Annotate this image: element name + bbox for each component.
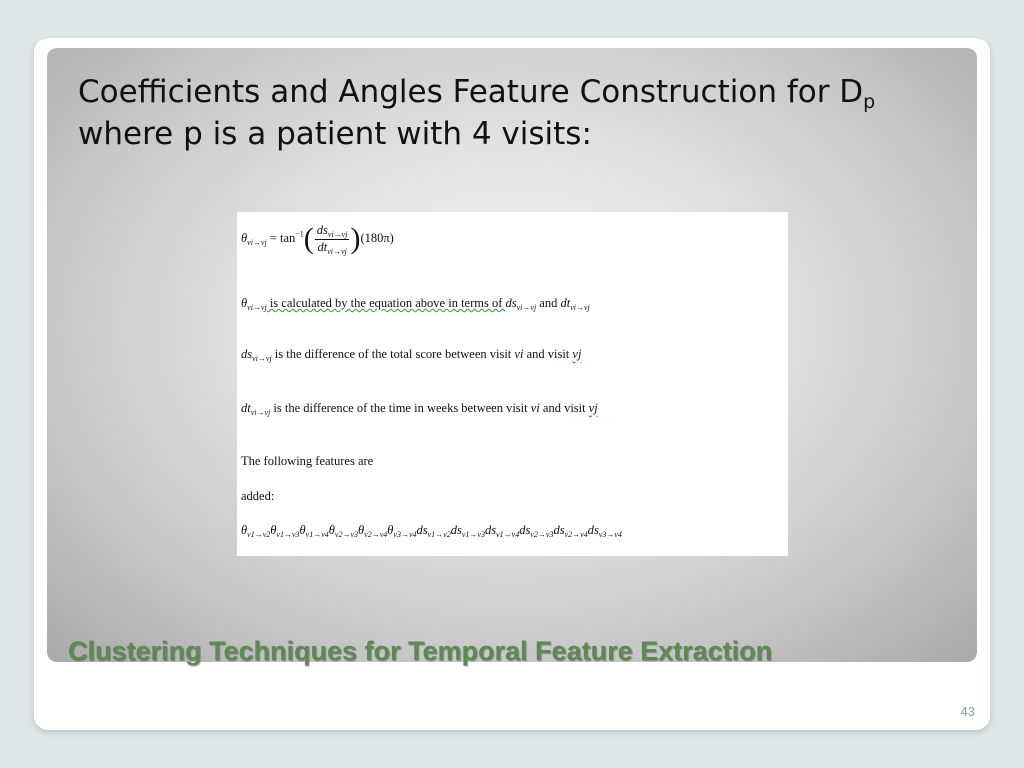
- ds-symbol: ds: [505, 296, 517, 310]
- formula-image: [237, 212, 788, 556]
- subscript: vi→vj: [250, 408, 271, 417]
- theta-symbol: θ: [241, 296, 248, 310]
- feature-subscript: v2→v4: [364, 530, 388, 539]
- feature-subscript: v1→v4: [496, 530, 520, 539]
- formula-line-4: [241, 401, 598, 417]
- feature-symbol: θ: [328, 523, 335, 537]
- line4-text: is the difference of the time in weeks between visit: [270, 401, 531, 415]
- feature-symbol: θ: [270, 523, 277, 537]
- feature-subscript: v1→v3: [461, 530, 485, 539]
- frac-numerator: ds: [316, 222, 328, 237]
- heading-line2: where p is a patient with 4 visits:: [78, 116, 592, 152]
- feature-subscript: v1→v2: [247, 530, 271, 539]
- feature-subscript: v1→v4: [305, 530, 329, 539]
- feature-symbol: ds: [519, 523, 531, 537]
- open-paren: (: [303, 222, 314, 255]
- feature-subscript: v2→v4: [564, 530, 588, 539]
- page-number: 43: [960, 704, 975, 719]
- and-word: and: [536, 296, 561, 310]
- subscript: vi→vj: [327, 246, 347, 256]
- tan-exponent: −1: [295, 229, 304, 239]
- subscript: vi→vj: [327, 229, 348, 239]
- visit-vi: vi: [514, 347, 524, 361]
- subscript: vi→vj: [516, 303, 537, 312]
- feature-symbol: ds: [587, 523, 599, 537]
- formula-line-6: added:: [241, 489, 275, 503]
- subscript: vi→vj: [570, 303, 590, 312]
- close-paren: ): [350, 222, 361, 255]
- heading-main: Coefficients and Angles Feature Construction for D: [78, 74, 864, 110]
- fraction: [315, 223, 350, 256]
- equals-tan: = tan: [266, 230, 296, 245]
- feature-symbol: θ: [387, 523, 394, 537]
- visit-vj: vj: [572, 347, 582, 361]
- feature-subscript: v1→v3: [276, 530, 300, 539]
- feature-subscript: v2→v3: [334, 530, 358, 539]
- dt-symbol: dt: [241, 401, 251, 415]
- feature-list: [241, 523, 622, 539]
- feature-symbol: ds: [553, 523, 565, 537]
- feature-subscript: v3→v4: [598, 530, 622, 539]
- formula-line-equation: [241, 222, 394, 256]
- visit-vj: vj: [588, 401, 598, 415]
- multiplier: (180π): [360, 230, 394, 245]
- feature-symbol: θ: [358, 523, 365, 537]
- subscript: vi→vj: [252, 354, 272, 363]
- feature-subscript: v2→v3: [530, 530, 554, 539]
- feature-symbol: ds: [416, 523, 428, 537]
- visit-vi: vi: [530, 401, 540, 415]
- feature-symbol: ds: [484, 523, 497, 537]
- formula-line-5: The following features are: [241, 454, 374, 468]
- feature-subscript: v3→v4: [393, 530, 417, 539]
- subscript: vi→vj: [247, 237, 267, 247]
- heading-subscript: p: [863, 91, 876, 113]
- formula-line-3: [241, 347, 581, 363]
- ds-symbol: ds: [241, 347, 253, 361]
- frac-denominator: dt: [317, 239, 328, 254]
- footer-title: Clustering Techniques for Temporal Feature Extraction: [68, 636, 773, 666]
- theta-symbol: θ: [241, 230, 248, 245]
- and-visit: and visit: [523, 347, 573, 361]
- subscript: vi→vj: [247, 303, 267, 312]
- slide-heading: [78, 71, 968, 155]
- feature-symbol: ds: [450, 523, 462, 537]
- line3-text: is the difference of the total score between visit: [271, 347, 515, 361]
- formula-line-2: [241, 296, 590, 312]
- line2-text: is calculated by the equation above in terms of: [266, 296, 506, 310]
- feature-symbol: θ: [241, 523, 248, 537]
- feature-subscript: v1→v2: [427, 530, 451, 539]
- feature-symbol: θ: [299, 523, 306, 537]
- dt-symbol: dt: [560, 296, 571, 310]
- and-visit: and visit: [539, 401, 589, 415]
